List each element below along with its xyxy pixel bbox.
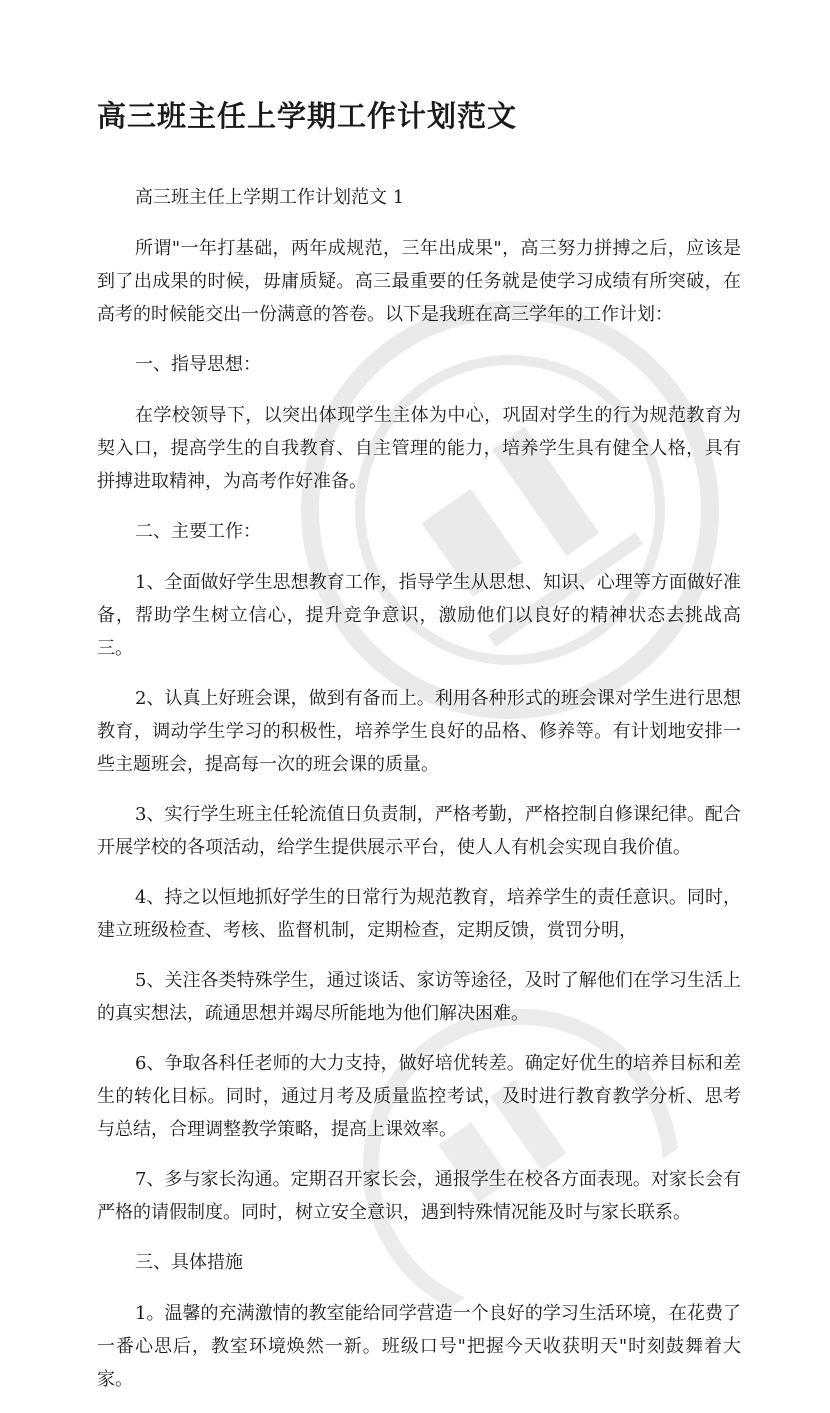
document-page [97, 96, 741, 1413]
list-item: 2、认真上好班会课，做到有备而上。利用各种形式的班会课对学生进行思想教育，调动学生学习的积极性，培养学生良好的品格、修养等。有计划地安排一些主题班会，提高每一次的班会课的质量。 [97, 688, 741, 775]
document-title: 高三班主任上学期工作计划范文 [97, 99, 518, 133]
paragraph: 在学校领导下，以突出体现学生主体为中心，巩固对学生的行为规范教育为契入口，提高学生的自我教育、自主管理的能力，培养学生具有健全人格，具有拼搏进取精神，为高考作好准备。 [97, 405, 741, 492]
list-item: 5、关注各类特殊学生，通过谈话、家访等途径，及时了解他们在学习生活上的真实想法，疏通思想并竭尽所能地为他们解决困难。 [97, 970, 741, 1024]
paragraph: 所谓"一年打基础，两年成规范，三年出成果"，高三努力拼搏之后，应该是到了出成果的时候，毋庸质疑。高三最重要的任务就是使学习成绩有所突破，在高考的时候能交出一份满意的答卷。以下是我班在高三学年的工作计划： [97, 238, 741, 325]
list-item: 3、实行学生班主任轮流值日负责制，严格考勤，严格控制自修课纪律。配合开展学校的各项活动，给学生提供展示平台，使人人有机会实现自我价值。 [97, 804, 741, 858]
list-item: 6、争取各科任老师的大力支持，做好培优转差。确定好优生的培养目标和差生的转化目标。同时，通过月考及质量监控考试，及时进行教育教学分析、思考与总结，合理调整教学策略，提高上课效率。 [97, 1053, 741, 1140]
list-item: 1。温馨的充满激情的教室能给同学营造一个良好的学习生活环境，在花费了一番心思后，教室环境焕然一新。班级口号"把握今天收获明天"时刻鼓舞着大家。 [97, 1303, 741, 1390]
section-heading-guiding-ideology: 一、指导思想： [135, 354, 261, 375]
list-item: 4、持之以恒地抓好学生的日常行为规范教育，培养学生的责任意识。同时，建立班级检查、考核、监督机制，定期检查，定期反馈，赏罚分明， [97, 887, 741, 941]
list-item: 1、全面做好学生思想教育工作，指导学生从思想、知识、心理等方面做好准备，帮助学生树立信心，提升竞争意识，激励他们以良好的精神状态去挑战高三。 [97, 572, 741, 659]
section-subtitle: 高三班主任上学期工作计划范文 1 [135, 187, 405, 208]
list-item: 7、多与家长沟通。定期召开家长会，通报学生在校各方面表现。对家长会有严格的请假制度。同时，树立安全意识，遇到特殊情况能及时与家长联系。 [97, 1169, 741, 1223]
section-heading-main-work: 二、主要工作： [135, 521, 261, 542]
section-heading-measures: 三、具体措施 [135, 1252, 243, 1273]
